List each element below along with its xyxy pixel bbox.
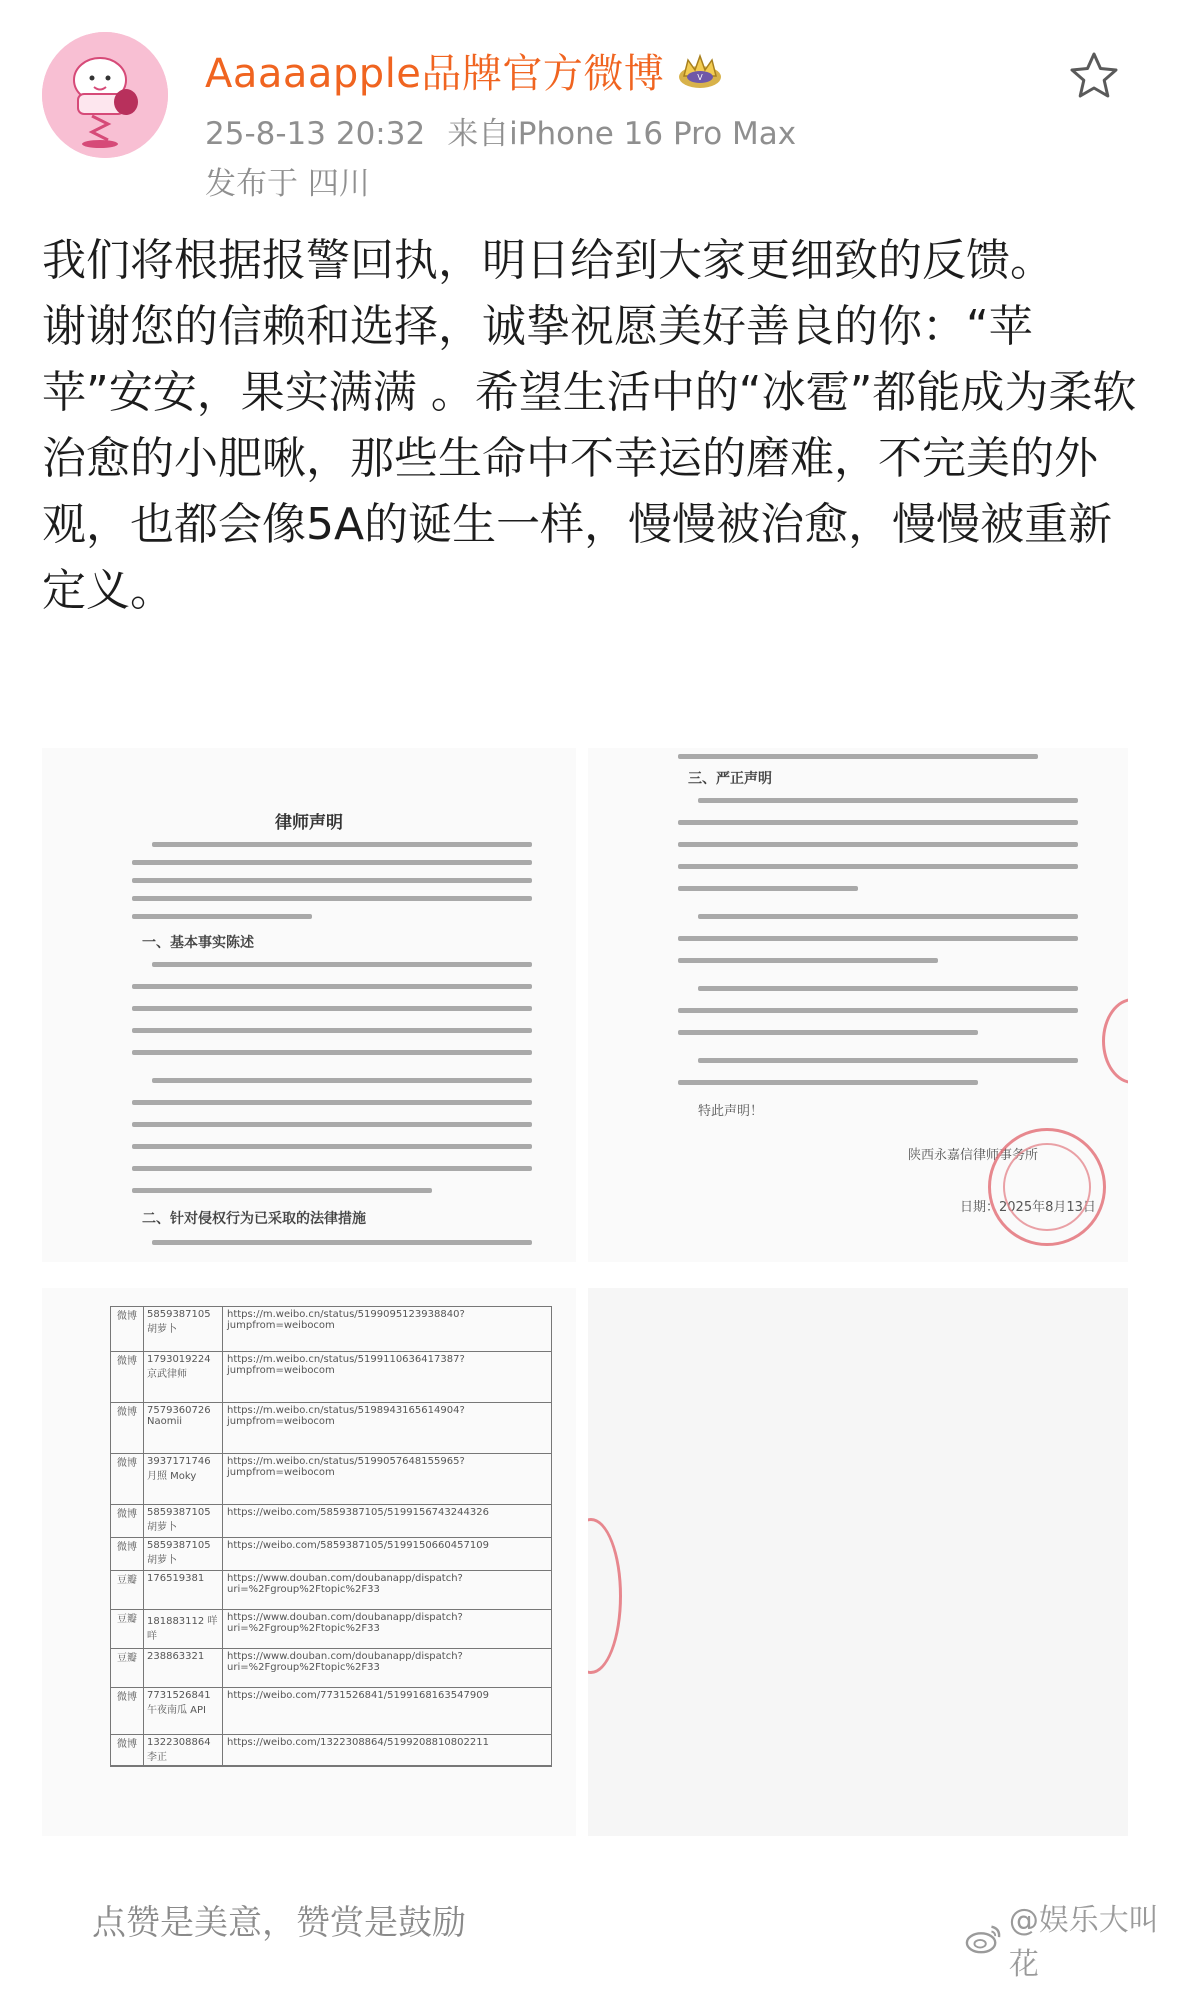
url-cell: https://m.weibo.cn/status/5199110636417387?jumpfrom=weibocom	[227, 1354, 465, 1376]
platform-cell: 微博	[111, 1538, 144, 1570]
account-cell: 3937171746 月照 Moky	[144, 1454, 223, 1504]
table-row	[111, 1403, 551, 1454]
table-row	[111, 1505, 551, 1538]
table-row	[111, 1735, 551, 1766]
doc2-closing: 特此声明！	[698, 1104, 764, 1119]
url-cell: https://www.douban.com/doubanapp/dispatch?uri=%2Fgroup%2Ftopic%2F33	[227, 1651, 463, 1673]
document-image-2[interactable]	[588, 748, 1128, 1262]
doc1-title: 律师声明	[275, 813, 343, 833]
svg-text:V: V	[697, 73, 704, 82]
platform-cell: 豆瓣	[111, 1571, 144, 1609]
url-cell: https://weibo.com/1322308864/5199208810802211	[227, 1737, 489, 1748]
platform-cell: 微博	[111, 1352, 144, 1402]
avatar[interactable]	[42, 32, 168, 158]
account-cell: 1793019224 京武律师	[144, 1352, 223, 1402]
author-row	[205, 40, 724, 100]
url-cell: https://m.weibo.cn/status/5199057648155965?jumpfrom=weibocom	[227, 1456, 465, 1478]
author-name[interactable]: Aaaaapple品牌官方微博	[205, 50, 665, 97]
account-cell: 5859387105 胡萝卜	[144, 1538, 223, 1570]
platform-cell: 微博	[111, 1735, 144, 1765]
post-source: 来自iPhone 16 Pro Max	[447, 116, 797, 152]
weibo-logo-icon	[965, 1922, 1003, 1956]
url-cell: https://www.douban.com/doubanapp/dispatch?uri=%2Fgroup%2Ftopic%2F33	[227, 1612, 463, 1634]
doc2-date: 日期：2025年8月13日	[960, 1200, 1096, 1215]
account-cell: 7731526841 午夜南瓜 API	[144, 1688, 223, 1734]
account-cell: 176519381	[144, 1571, 223, 1609]
doc1-section-1: 一、基本事实陈述	[142, 935, 254, 951]
account-cell: 5859387105 胡萝卜	[144, 1307, 223, 1351]
table-row	[111, 1307, 551, 1352]
doc2-section-3: 三、严正声明	[688, 771, 772, 787]
table-row	[111, 1649, 551, 1688]
post-timestamp: 25-8-13 20:32	[205, 116, 426, 152]
platform-cell: 微博	[111, 1688, 144, 1734]
evidence-table	[110, 1306, 552, 1767]
doc1-section-2: 二、针对侵权行为已采取的法律措施	[142, 1211, 366, 1227]
account-cell: 181883112 咩咩	[144, 1610, 223, 1648]
url-cell: https://weibo.com/7731526841/5199168163547909	[227, 1690, 489, 1701]
post-body	[42, 228, 1142, 624]
document-image-3[interactable]	[42, 1288, 576, 1836]
account-cell: 7579360726 Naomii	[144, 1403, 223, 1453]
account-cell: 1322308864 李正	[144, 1735, 223, 1765]
platform-cell: 豆瓣	[111, 1649, 144, 1687]
platform-cell: 豆瓣	[111, 1610, 144, 1648]
watermark-text: @娱乐大叫花	[1008, 1903, 1159, 1982]
url-cell: https://m.weibo.cn/status/5199095123938840?jumpfrom=weibocom	[227, 1309, 465, 1331]
red-seal-stamp-edge	[588, 1518, 622, 1674]
post-paragraph-1: 我们将根据报警回执，明日给到大家更细致的反馈。	[42, 235, 1054, 286]
table-row	[111, 1610, 551, 1649]
url-cell: https://www.douban.com/doubanapp/dispatch?uri=%2Fgroup%2Ftopic%2F33	[227, 1573, 463, 1595]
table-row	[111, 1688, 551, 1735]
table-row	[111, 1571, 551, 1610]
url-cell: https://weibo.com/5859387105/5199150660457109	[227, 1540, 489, 1551]
post-location: 发布于 四川	[205, 166, 370, 202]
table-row	[111, 1538, 551, 1571]
platform-cell: 微博	[111, 1403, 144, 1453]
document-image-4[interactable]	[588, 1288, 1128, 1836]
platform-cell: 微博	[111, 1307, 144, 1351]
table-row	[111, 1352, 551, 1403]
avatar-illustration	[42, 32, 168, 158]
watermark	[965, 1895, 1179, 1983]
url-cell: https://m.weibo.cn/status/5198943165614904?jumpfrom=weibocom	[227, 1405, 465, 1427]
post-meta	[205, 108, 796, 153]
platform-cell: 微博	[111, 1454, 144, 1504]
reward-hint[interactable]: 点赞是美意，赞赏是鼓励	[92, 1903, 466, 1943]
document-image-1[interactable]	[42, 748, 576, 1262]
red-seal-stamp-edge	[1102, 998, 1128, 1084]
crown-badge-icon[interactable]	[676, 50, 724, 90]
account-cell: 238863321	[144, 1649, 223, 1687]
table-row	[111, 1454, 551, 1505]
doc2-signer: 陕西永嘉信律师事务所	[908, 1148, 1039, 1163]
red-seal-stamp	[988, 1128, 1106, 1246]
url-cell: https://weibo.com/5859387105/5199156743244326	[227, 1507, 489, 1518]
platform-cell: 微博	[111, 1505, 144, 1537]
post-paragraph-2: 谢谢您的信赖和选择，诚挚祝愿美好善良的你：“苹苹”安安，果实满满 。希望生活中的“冰雹”都能成为柔软治愈的小肥啾，那些生命中不幸运的磨难，不完美的外观，也都会像5A的诞生一样，慢慢被治愈，慢慢被重新定义。	[42, 301, 1137, 616]
account-cell: 5859387105 胡萝卜	[144, 1505, 223, 1537]
star-icon[interactable]	[1066, 48, 1122, 104]
